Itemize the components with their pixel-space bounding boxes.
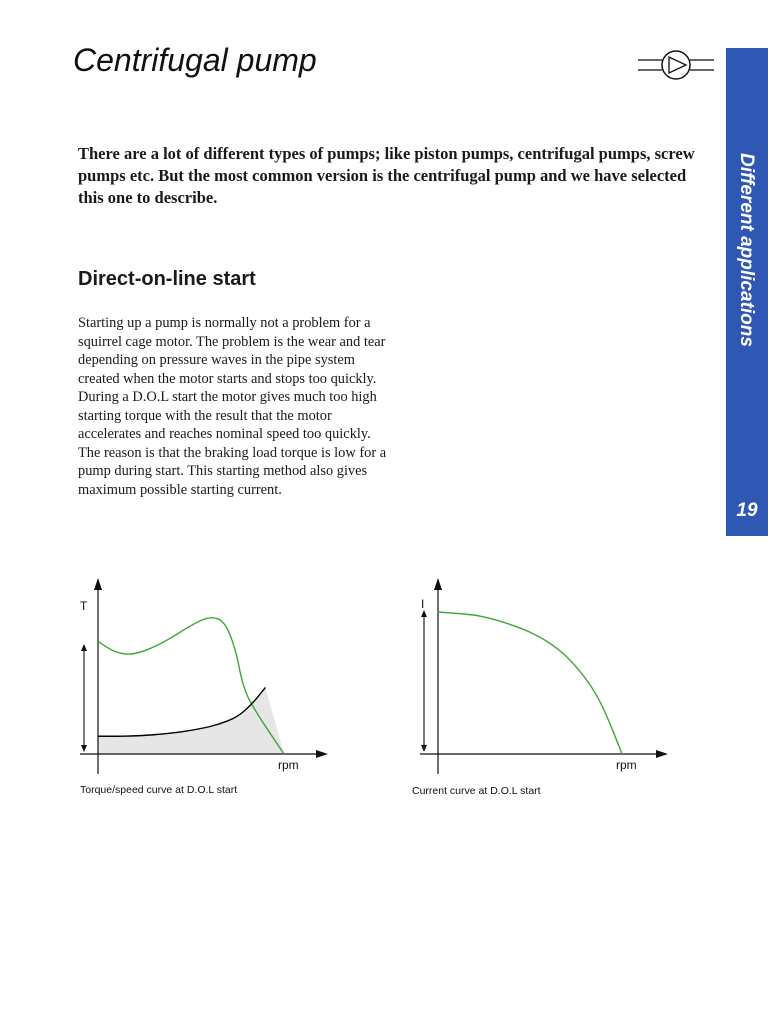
intro-paragraph: There are a lot of different types of pumps; like piston pumps, centrifugal pumps, screw pumps etc. But the most common version is the centrifugal pump and we have selected this one to describe. bbox=[78, 144, 695, 207]
range-indicator-arrow-top bbox=[81, 644, 87, 651]
y-axis-arrow bbox=[94, 578, 102, 590]
page-title: Centrifugal pump bbox=[73, 42, 317, 78]
range-indicator-arrow-top bbox=[421, 610, 427, 617]
centrifugal-pump-symbol-icon bbox=[638, 48, 714, 82]
section-body: Starting up a pump is normally not a problem for a squirrel cage motor. The problem is the wear and tear depending on pressure waves in the pipe system created when the motor starts and stops too quickly. During a D.O.L start the motor gives much too high starting torque with the result that the motor accelerates and reaches nominal speed too quickly. The reason is that the braking load torque is low for a pump during start. This starting method also gives maximum possible starting current. bbox=[78, 315, 387, 498]
page-number: 19 bbox=[736, 500, 758, 521]
chapter-tab-label: Different applications bbox=[736, 153, 757, 347]
torque-speed-chart bbox=[60, 570, 340, 780]
series-line-0 bbox=[438, 612, 622, 754]
range-indicator-arrow-bottom bbox=[81, 745, 87, 752]
y-axis-label: I bbox=[421, 597, 425, 611]
y-axis-arrow bbox=[434, 578, 442, 590]
x-axis-arrow bbox=[656, 750, 668, 758]
x-axis-arrow bbox=[316, 750, 328, 758]
current-chart-caption: Current curve at D.O.L start bbox=[412, 785, 541, 797]
current-chart bbox=[400, 570, 680, 780]
section-heading: Direct-on-line start bbox=[78, 268, 256, 290]
x-axis-label: rpm bbox=[278, 758, 299, 772]
x-axis-label: rpm bbox=[616, 758, 637, 772]
y-axis-label: T bbox=[80, 599, 88, 613]
range-indicator-arrow-bottom bbox=[421, 745, 427, 752]
torque-chart-caption: Torque/speed curve at D.O.L start bbox=[80, 784, 238, 796]
load-torque-area bbox=[98, 687, 284, 754]
